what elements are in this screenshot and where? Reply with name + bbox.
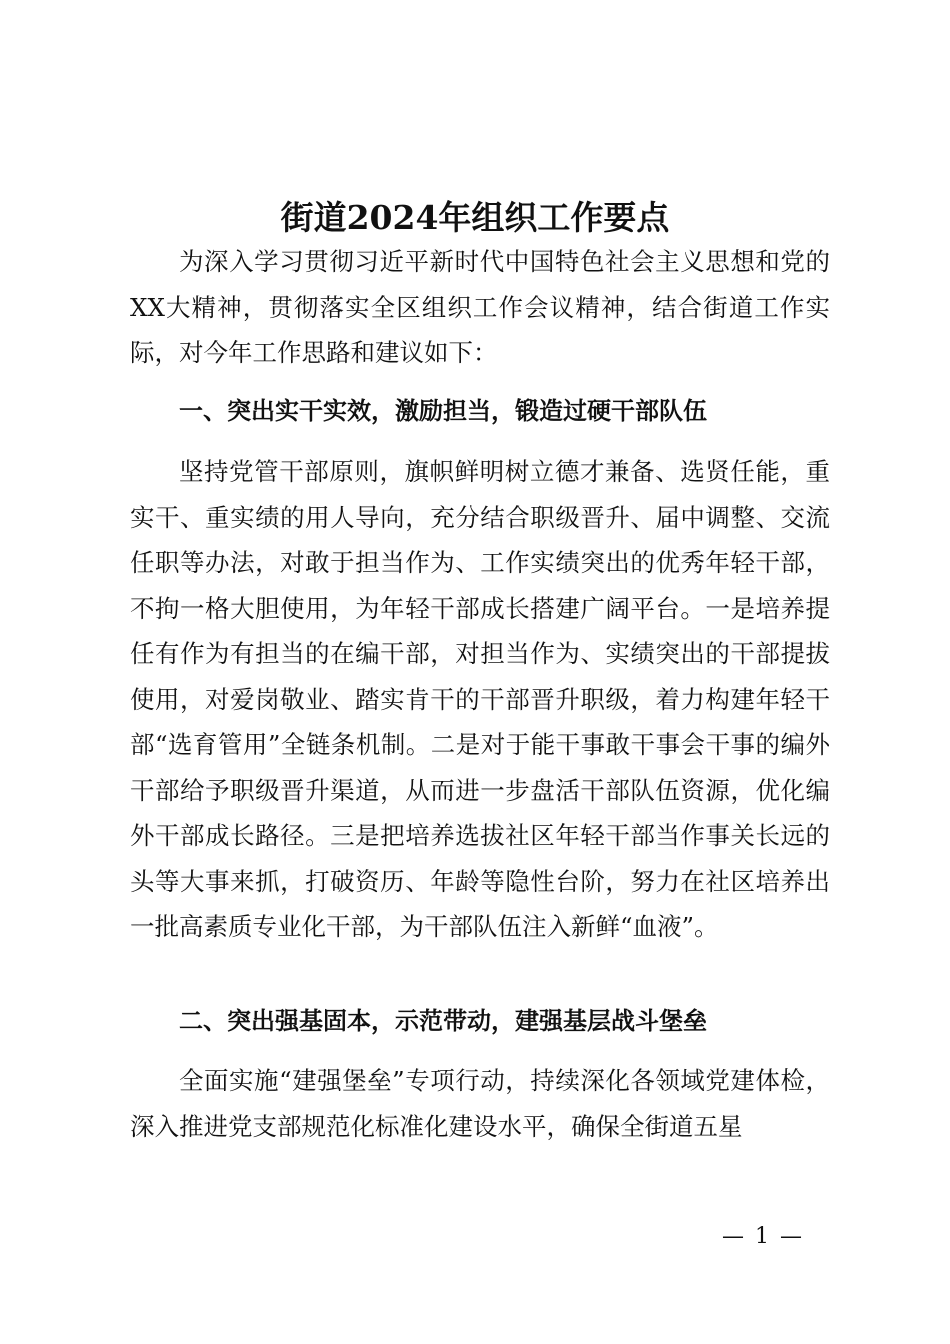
page-number: — 1 — bbox=[722, 1224, 804, 1249]
section-heading-1: 一、突出实干实效，激励担当，锻造过硬干部队伍 bbox=[179, 397, 707, 425]
intro-paragraph: 为深入学习贯彻习近平新时代中国特色社会主义思想和党的XX大精神，贯彻落实全区组织工作会议精神，结合街道工作实际，对今年工作思路和建议如下： bbox=[130, 247, 830, 367]
section-paragraph-1: 坚持党管干部原则，旗帜鲜明树立德才兼备、选贤任能，重实干、重实绩的用人导向，充分结合职级晋升、届中调整、交流任职等办法，对敢于担当作为、工作实绩突出的优秀年轻干部，不拘一格大胆使用，为年轻干部成长搭建广阔平台。一是培养提任有作为有担当的在编干部，对担当作为、实绩突出的干部提拔使用，对爱岗敬业、踏实肯干的干部晋升职级，着力构建年轻干部“选育管用”全链条机制。二是对于能干事敢干事会干事的编外干部给予职级晋升渠道，从而进一步盘活干部队伍资源，优化编外干部成长路径。三是把培养选拔社区年轻干部当作事关长远的头等大事来抓，打破资历、年龄等隐性台阶，努力在社区培养出一批高素质专业化干部，为干部队伍注入新鲜“血液”。 bbox=[130, 457, 830, 941]
document-title: 街道2024年组织工作要点 bbox=[280, 198, 670, 238]
section-heading-2: 二、突出强基固本，示范带动，建强基层战斗堡垒 bbox=[179, 1007, 707, 1035]
section-paragraph-2: 全面实施“建强堡垒”专项行动，持续深化各领域党建体检，深入推进党支部规范化标准化建设水平，确保全街道五星 bbox=[130, 1066, 830, 1141]
